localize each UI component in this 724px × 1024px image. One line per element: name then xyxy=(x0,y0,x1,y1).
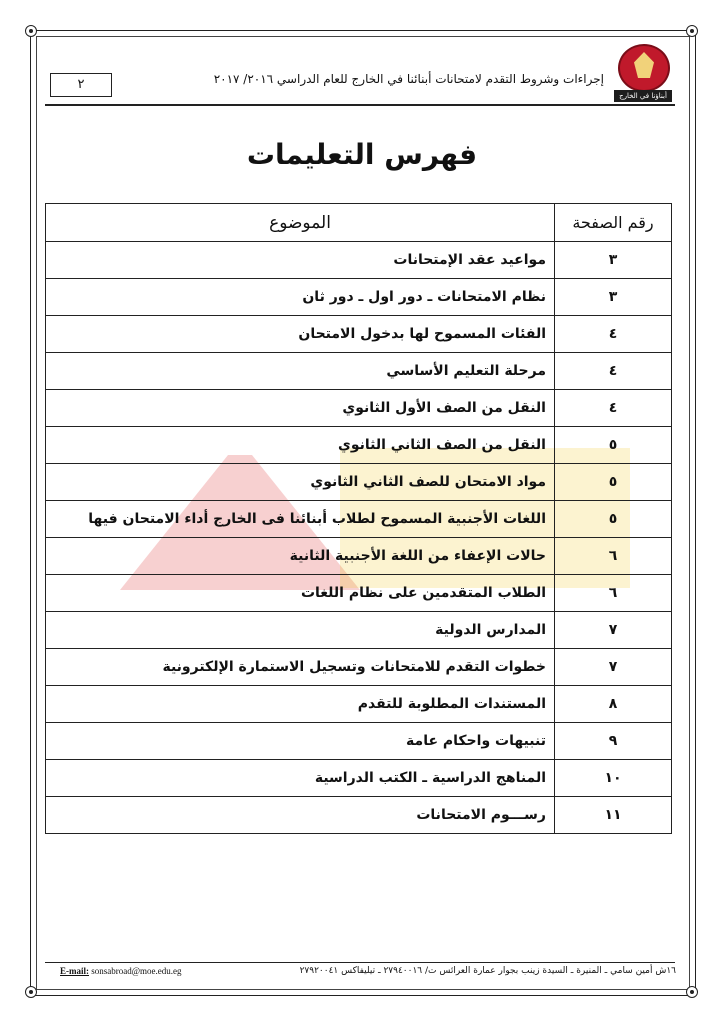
corner-ornament-icon xyxy=(25,986,37,998)
corner-ornament-icon xyxy=(25,25,37,37)
toc-topic: نظام الامتحانات ـ دور اول ـ دور ثان xyxy=(46,279,555,316)
toc-topic: مواد الامتحان للصف الثاني الثانوي xyxy=(46,464,555,501)
header-title: إجراءات وشروط التقدم لامتحانات أبنائنا في الخارج للعام الدراسي ٢٠١٦/ ٢٠١٧ xyxy=(213,72,604,86)
toc-page-number: ٤ xyxy=(555,353,672,390)
toc-body xyxy=(46,242,672,834)
table-row xyxy=(46,279,672,316)
table-row xyxy=(46,649,672,686)
toc-page-number: ٥ xyxy=(555,427,672,464)
toc-topic: مرحلة التعليم الأساسي xyxy=(46,353,555,390)
toc-topic: المستندات المطلوبة للتقدم xyxy=(46,686,555,723)
email-label: E-mail: xyxy=(60,966,89,976)
toc-topic: الطلاب المتقدمين على نظام اللغات xyxy=(46,575,555,612)
footer-address: ١٦ش أمين سامي ـ المنيرة ـ السيدة زينب بجوار عمارة العرائس ت/ ٢٧٩٤٠٠١٦ ـ تيليفاكس ٢٧٩٢٠٠٤١ xyxy=(299,966,676,976)
toc-table xyxy=(45,203,672,834)
toc-page-number: ٣ xyxy=(555,242,672,279)
corner-ornament-icon xyxy=(686,986,698,998)
page-number-box: ٢ xyxy=(50,73,112,97)
toc-page-number: ٥ xyxy=(555,464,672,501)
toc-topic: النقل من الصف الأول الثانوي xyxy=(46,390,555,427)
table-row xyxy=(46,242,672,279)
toc-page-number: ١١ xyxy=(555,797,672,834)
table-row xyxy=(46,353,672,390)
table-row xyxy=(46,464,672,501)
table-row xyxy=(46,501,672,538)
email-address[interactable]: sonsabroad@moe.edu.eg xyxy=(91,966,182,976)
logo-caption: أبناؤنا في الخارج xyxy=(614,90,672,102)
table-row xyxy=(46,538,672,575)
table-row xyxy=(46,612,672,649)
table-row xyxy=(46,575,672,612)
toc-topic: الفئات المسموح لها بدخول الامتحان xyxy=(46,316,555,353)
table-row xyxy=(46,316,672,353)
toc-page-number: ٤ xyxy=(555,390,672,427)
toc-page-number: ٣ xyxy=(555,279,672,316)
toc-header-page: رقم الصفحة xyxy=(555,204,672,242)
toc-page-number: ٦ xyxy=(555,575,672,612)
table-row xyxy=(46,760,672,797)
table-row xyxy=(46,427,672,464)
toc-topic: المناهج الدراسية ـ الكتب الدراسية xyxy=(46,760,555,797)
toc-topic: حالات الإعفاء من اللغة الأجنبية الثانية xyxy=(46,538,555,575)
toc-header-topic: الموضوع xyxy=(46,204,555,242)
footer-email xyxy=(60,966,182,976)
toc-page-number: ٨ xyxy=(555,686,672,723)
toc-topic: النقل من الصف الثاني الثانوي xyxy=(46,427,555,464)
toc-topic: المدارس الدولية xyxy=(46,612,555,649)
toc-topic: مواعيد عقد الإمتحانات xyxy=(46,242,555,279)
table-row xyxy=(46,686,672,723)
header-divider xyxy=(45,104,675,106)
footer-divider xyxy=(45,962,675,963)
document-title: فهرس التعليمات xyxy=(246,138,478,171)
toc-topic: رســـوم الامتحانات xyxy=(46,797,555,834)
toc-page-number: ٦ xyxy=(555,538,672,575)
toc-page-number: ٩ xyxy=(555,723,672,760)
eagle-emblem-icon xyxy=(618,44,670,92)
toc-topic: خطوات التقدم للامتحانات وتسجيل الاستمارة الإلكترونية xyxy=(46,649,555,686)
toc-page-number: ٤ xyxy=(555,316,672,353)
ministry-logo xyxy=(614,44,672,102)
table-row xyxy=(46,390,672,427)
toc-page-number: ٧ xyxy=(555,649,672,686)
table-row xyxy=(46,797,672,834)
toc-topic: اللغات الأجنبية المسموح لطلاب أبنائنا فى الخارج أداء الامتحان فيها xyxy=(46,501,555,538)
toc-topic: تنبيهات واحكام عامة xyxy=(46,723,555,760)
toc-header-row xyxy=(46,204,672,242)
toc-page-number: ٧ xyxy=(555,612,672,649)
table-row xyxy=(46,723,672,760)
toc-page-number: ٥ xyxy=(555,501,672,538)
corner-ornament-icon xyxy=(686,25,698,37)
toc-page-number: ١٠ xyxy=(555,760,672,797)
